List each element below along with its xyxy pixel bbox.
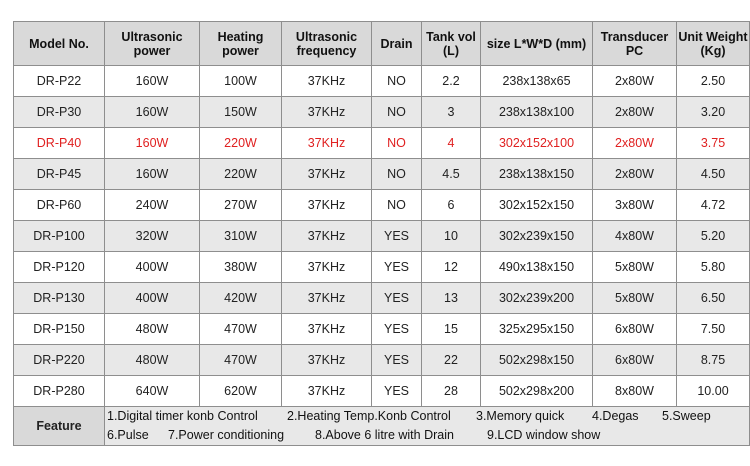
cell-ultrasonic-power: 480W xyxy=(105,345,200,376)
cell-frequency: 37KHz xyxy=(282,190,372,221)
table-row xyxy=(14,252,750,283)
feature-item: 5.Sweep xyxy=(662,409,711,423)
cell-heating-power: 380W xyxy=(200,252,282,283)
cell-heating-power: 270W xyxy=(200,190,282,221)
header-size: size L*W*D (mm) xyxy=(481,22,593,66)
cell-ultrasonic-power: 160W xyxy=(105,66,200,97)
cell-tank-vol: 4 xyxy=(422,128,481,159)
cell-size: 325x295x150 xyxy=(481,314,593,345)
cell-frequency: 37KHz xyxy=(282,66,372,97)
feature-item: 9.LCD window show xyxy=(487,428,601,442)
feature-item: 2.Heating Temp.Konb Control xyxy=(287,409,451,423)
cell-ultrasonic-power: 480W xyxy=(105,314,200,345)
cell-drain: YES xyxy=(372,283,422,314)
table-row xyxy=(14,314,750,345)
cell-transducer: 4x80W xyxy=(593,221,677,252)
cell-heating-power: 100W xyxy=(200,66,282,97)
cell-drain: YES xyxy=(372,314,422,345)
cell-drain: NO xyxy=(372,128,422,159)
cell-weight: 3.20 xyxy=(677,97,750,128)
cell-ultrasonic-power: 160W xyxy=(105,128,200,159)
cell-size: 502x298x200 xyxy=(481,376,593,407)
table-row xyxy=(14,66,750,97)
cell-weight: 7.50 xyxy=(677,314,750,345)
cell-model: DR-P40 xyxy=(14,128,105,159)
cell-tank-vol: 6 xyxy=(422,190,481,221)
cell-model: DR-P30 xyxy=(14,97,105,128)
header-ultrasonic-power: Ultrasonic power xyxy=(105,22,200,66)
cell-heating-power: 220W xyxy=(200,159,282,190)
cell-frequency: 37KHz xyxy=(282,376,372,407)
table-row xyxy=(14,221,750,252)
feature-item: 1.Digital timer konb Control xyxy=(107,409,258,423)
header-heating-power: Heating power xyxy=(200,22,282,66)
cell-model: DR-P220 xyxy=(14,345,105,376)
cell-heating-power: 220W xyxy=(200,128,282,159)
cell-model: DR-P150 xyxy=(14,314,105,345)
cell-model: DR-P45 xyxy=(14,159,105,190)
feature-row xyxy=(14,407,750,446)
cell-weight: 2.50 xyxy=(677,66,750,97)
cell-ultrasonic-power: 640W xyxy=(105,376,200,407)
cell-model: DR-P120 xyxy=(14,252,105,283)
cell-drain: YES xyxy=(372,376,422,407)
table-row xyxy=(14,345,750,376)
cell-tank-vol: 13 xyxy=(422,283,481,314)
cell-drain: NO xyxy=(372,159,422,190)
cell-heating-power: 150W xyxy=(200,97,282,128)
cell-model: DR-P100 xyxy=(14,221,105,252)
feature-label: Feature xyxy=(14,407,105,446)
cell-model: DR-P280 xyxy=(14,376,105,407)
header-drain: Drain xyxy=(372,22,422,66)
cell-transducer: 2x80W xyxy=(593,97,677,128)
feature-item: 4.Degas xyxy=(592,409,639,423)
cell-transducer: 6x80W xyxy=(593,314,677,345)
cell-model: DR-P130 xyxy=(14,283,105,314)
cell-frequency: 37KHz xyxy=(282,159,372,190)
feature-item: 6.Pulse xyxy=(107,428,149,442)
cell-drain: YES xyxy=(372,221,422,252)
cell-drain: NO xyxy=(372,66,422,97)
cell-frequency: 37KHz xyxy=(282,252,372,283)
spec-table xyxy=(13,21,750,446)
table-row xyxy=(14,97,750,128)
cell-frequency: 37KHz xyxy=(282,128,372,159)
header-model: Model No. xyxy=(14,22,105,66)
header-row xyxy=(14,22,750,66)
cell-tank-vol: 3 xyxy=(422,97,481,128)
feature-item: 8.Above 6 litre with Drain xyxy=(315,428,454,442)
cell-size: 238x138x100 xyxy=(481,97,593,128)
cell-weight: 10.00 xyxy=(677,376,750,407)
cell-weight: 8.75 xyxy=(677,345,750,376)
cell-tank-vol: 10 xyxy=(422,221,481,252)
feature-line-2 xyxy=(105,426,749,445)
header-transducer: Transducer PC xyxy=(593,22,677,66)
table-row xyxy=(14,159,750,190)
cell-size: 238x138x65 xyxy=(481,66,593,97)
cell-ultrasonic-power: 160W xyxy=(105,159,200,190)
cell-heating-power: 420W xyxy=(200,283,282,314)
header-tank-vol: Tank vol (L) xyxy=(422,22,481,66)
cell-tank-vol: 12 xyxy=(422,252,481,283)
cell-ultrasonic-power: 400W xyxy=(105,283,200,314)
feature-line-1 xyxy=(105,407,749,426)
cell-transducer: 5x80W xyxy=(593,283,677,314)
cell-size: 238x138x150 xyxy=(481,159,593,190)
cell-tank-vol: 2.2 xyxy=(422,66,481,97)
table-row xyxy=(14,190,750,221)
cell-drain: NO xyxy=(372,190,422,221)
table-row xyxy=(14,283,750,314)
cell-transducer: 5x80W xyxy=(593,252,677,283)
cell-size: 302x239x150 xyxy=(481,221,593,252)
cell-heating-power: 470W xyxy=(200,345,282,376)
cell-drain: YES xyxy=(372,345,422,376)
cell-weight: 4.72 xyxy=(677,190,750,221)
cell-transducer: 3x80W xyxy=(593,190,677,221)
cell-ultrasonic-power: 400W xyxy=(105,252,200,283)
cell-transducer: 2x80W xyxy=(593,128,677,159)
cell-tank-vol: 22 xyxy=(422,345,481,376)
cell-model: DR-P22 xyxy=(14,66,105,97)
cell-tank-vol: 28 xyxy=(422,376,481,407)
cell-frequency: 37KHz xyxy=(282,345,372,376)
cell-heating-power: 310W xyxy=(200,221,282,252)
cell-tank-vol: 15 xyxy=(422,314,481,345)
cell-heating-power: 620W xyxy=(200,376,282,407)
cell-transducer: 2x80W xyxy=(593,66,677,97)
cell-ultrasonic-power: 240W xyxy=(105,190,200,221)
header-unit-weight: Unit Weight (Kg) xyxy=(677,22,750,66)
cell-weight: 3.75 xyxy=(677,128,750,159)
cell-weight: 4.50 xyxy=(677,159,750,190)
feature-item: 3.Memory quick xyxy=(476,409,565,423)
spec-body xyxy=(14,66,750,407)
cell-drain: YES xyxy=(372,252,422,283)
feature-item: 7.Power conditioning xyxy=(168,428,285,442)
cell-ultrasonic-power: 320W xyxy=(105,221,200,252)
cell-drain: NO xyxy=(372,97,422,128)
cell-size: 302x152x150 xyxy=(481,190,593,221)
cell-frequency: 37KHz xyxy=(282,97,372,128)
cell-transducer: 2x80W xyxy=(593,159,677,190)
cell-weight: 5.20 xyxy=(677,221,750,252)
cell-size: 302x239x200 xyxy=(481,283,593,314)
cell-transducer: 8x80W xyxy=(593,376,677,407)
cell-ultrasonic-power: 160W xyxy=(105,97,200,128)
cell-frequency: 37KHz xyxy=(282,283,372,314)
cell-weight: 5.80 xyxy=(677,252,750,283)
cell-frequency: 37KHz xyxy=(282,221,372,252)
cell-frequency: 37KHz xyxy=(282,314,372,345)
cell-size: 302x152x100 xyxy=(481,128,593,159)
cell-heating-power: 470W xyxy=(200,314,282,345)
feature-list xyxy=(105,407,750,446)
cell-tank-vol: 4.5 xyxy=(422,159,481,190)
table-row xyxy=(14,128,750,159)
table-row xyxy=(14,376,750,407)
cell-weight: 6.50 xyxy=(677,283,750,314)
cell-size: 490x138x150 xyxy=(481,252,593,283)
header-ultrasonic-frequency: Ultrasonic frequency xyxy=(282,22,372,66)
cell-model: DR-P60 xyxy=(14,190,105,221)
cell-transducer: 6x80W xyxy=(593,345,677,376)
cell-size: 502x298x150 xyxy=(481,345,593,376)
